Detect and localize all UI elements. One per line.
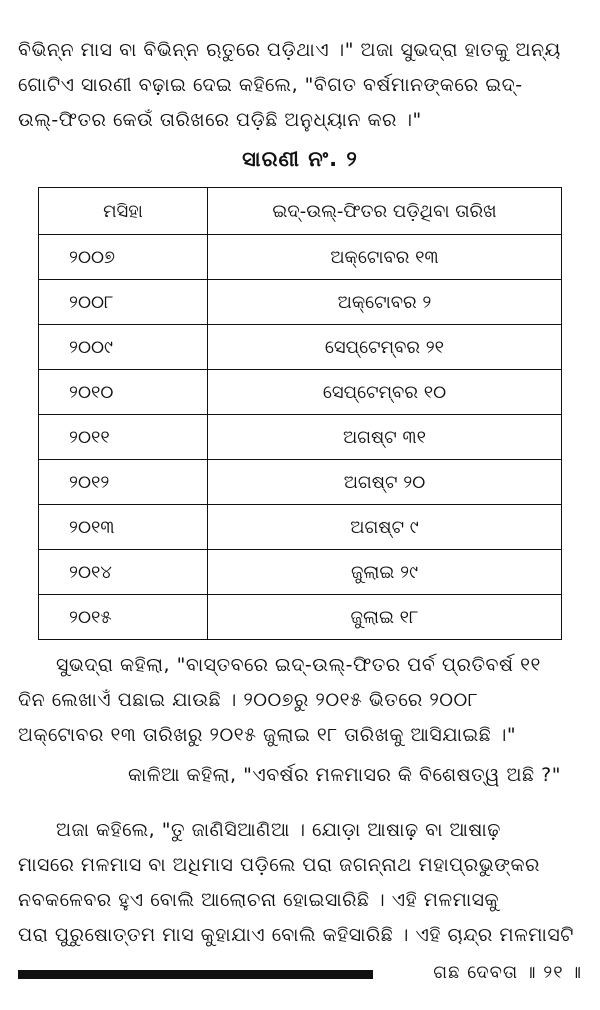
year-cell: ୨୦୦୮ — [39, 280, 208, 325]
eid-dates-table — [38, 187, 562, 640]
column-header-year: ମସିହା — [39, 188, 208, 235]
year-cell: ୨୦୦୭ — [39, 235, 208, 280]
date-cell: ଜୁଲାଇ ୨୯ — [208, 550, 562, 595]
table-row — [39, 415, 562, 460]
date-cell: ଜୁଲାଇ ୧୮ — [208, 595, 562, 640]
text-line: ପରା ପୁରୁଷୋତ୍ତମ ମାସ କୁହାଯାଏ ବୋଲି କହିସାରିଛି । ଏହି ଚାନ୍ଦ୍ର ମଳମାସଟି — [18, 924, 574, 946]
text-line: ଗୋଟିଏ ସାରଣୀ ବଢ଼ାଇ ଦେଇ କହିଲେ, "ବିଗତ ବର୍ଷମାନଙ୍କରେ ଇଦ୍- — [18, 74, 523, 96]
table-row — [39, 505, 562, 550]
date-cell: ଅଗଷ୍ଟ ୩୧ — [208, 415, 562, 460]
text-line: କାଳିଆ କହିଲା, "ଏବର୍ଷର ମଳମାସର କି ବିଶେଷତ୍ୱ ଅଛି ?" — [128, 764, 561, 786]
aja-paragraph — [18, 813, 584, 953]
column-header-date: ଇଦ୍-ଉଲ୍-ଫିତର ପଡ଼ିଥିବା ତାରିଖ — [208, 188, 562, 235]
text-line: ଅକ୍ଟୋବର ୧୩ ତାରିଖରୁ ୨୦୧୫ ଜୁଲାଇ ୧୮ ତାରିଖକୁ ଆସିଯାଇଛି ।" — [18, 724, 517, 746]
date-cell: ସେପ୍ଟେମ୍ବର ୧୦ — [208, 370, 562, 415]
year-cell: ୨୦୧୪ — [39, 550, 208, 595]
year-cell: ୨୦୧୫ — [39, 595, 208, 640]
year-cell: ୨୦୧୧ — [39, 415, 208, 460]
year-cell: ୨୦୧୩ — [39, 505, 208, 550]
text-line: ବିଭିନ୍ନ ମାସ ବା ବିଭିନ୍ନ ଋତୁରେ ପଡ଼ିଥାଏ ।" ଅଜା ସୁଭଦ୍ରା ହାତକୁ ଅନ୍ୟ — [18, 39, 561, 61]
table-row — [39, 460, 562, 505]
kalia-paragraph — [18, 758, 584, 793]
date-cell: ଅଗଷ୍ଟ ୨୦ — [208, 460, 562, 505]
date-cell: ସେପ୍ଟେମ୍ବର ୨୧ — [208, 325, 562, 370]
text-line: ସୁଭଦ୍ରା କହିଲା, "ବାସ୍ତବରେ ଇଦ୍-ଉଲ୍-ଫିତର ପର୍ବ ପ୍ରତିବର୍ଷ ୧୧ — [56, 654, 541, 676]
table-row — [39, 325, 562, 370]
table-row — [39, 370, 562, 415]
table-row — [39, 280, 562, 325]
table-row — [39, 235, 562, 280]
page-footer — [18, 962, 582, 986]
text-line: ଅଜା କହିଲେ, "ତୁ ଜାଣିସିଆଣିଆ । ଯୋଡ଼ା ଆଷାଢ଼ ବା ଆଷାଢ଼ — [56, 819, 501, 841]
table-header-row — [39, 188, 562, 235]
footer-title-page-number: ଗଛ ଦେବତା ॥ ୨୧ ॥ — [433, 962, 582, 983]
text-line: ଉଲ୍-ଫିତର କେଉଁ ତାରିଖରେ ପଡ଼ିଛି ଅନୁଧ୍ୟାନ କର ।" — [18, 109, 422, 131]
table-row — [39, 550, 562, 595]
year-cell: ୨୦୧୨ — [39, 460, 208, 505]
text-line: ନବକଳେବର ହୁଏ ବୋଲି ଆଲୋଚନା ହୋଇସାରିଛି । ଏହି ମଳମାସକୁ — [18, 889, 500, 911]
year-cell: ୨୦୦୯ — [39, 325, 208, 370]
table-caption: ସାରଣୀ ନଂ. ୨ — [242, 147, 358, 171]
date-cell: ଅକ୍ଟୋବର ୧୩ — [208, 235, 562, 280]
date-cell: ଅଗଷ୍ଟ ୯ — [208, 505, 562, 550]
text-line: ଦିନ ଲେଖାଏଁ ପଛାଇ ଯାଉଛି । ୨୦୦୭ରୁ ୨୦୧୫ ଭିତରେ ୨୦୦୮ — [18, 689, 479, 711]
text-line: ମାସରେ ମଳମାସ ବା ଅଧିମାସ ପଡ଼ିଲେ ପରା ଜଗନ୍ନାଥ ମହାପ୍ରଭୁଙ୍କର — [18, 854, 540, 876]
date-cell: ଅକ୍ଟୋବର ୨ — [208, 280, 562, 325]
year-cell: ୨୦୧୦ — [39, 370, 208, 415]
footer-rule — [18, 970, 373, 979]
table-row — [39, 595, 562, 640]
subhadra-paragraph — [18, 648, 584, 753]
intro-paragraph — [18, 33, 584, 138]
